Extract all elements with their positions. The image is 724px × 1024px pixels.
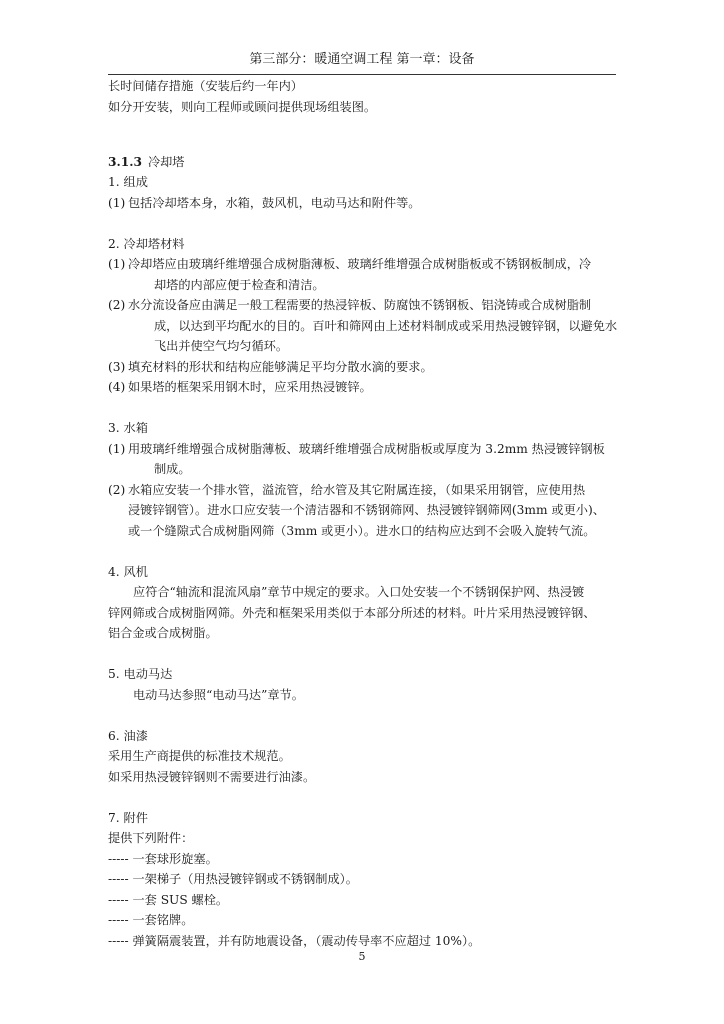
item-text: 填充材料的形状和结构应能够满足平均分散水滴的要求。: [128, 359, 433, 374]
page-number: 5: [358, 950, 366, 963]
item-text: 或一个缝隙式合成树脂网筛（3mm 或更小）。进水口的结构应达到不会吸入旋转气流。: [128, 523, 596, 538]
subsection-heading: 2. 冷却塔材料: [108, 236, 185, 251]
subsection-heading: 5. 电动马达: [108, 667, 173, 681]
list-item: [108, 254, 614, 295]
intro-line: 如分开安装，则向工程师或顾问提供现场组装图。: [108, 99, 377, 114]
paragraph-line: 提供下列附件：: [108, 831, 194, 845]
item-text: 飞出并使空气均匀循环。: [154, 339, 289, 353]
item-text: 制成。: [154, 462, 191, 476]
item-number: (1): [108, 441, 126, 456]
paragraph-line: 铝合金或合成树脂。: [108, 626, 218, 640]
subsection-heading: 3. 水箱: [108, 421, 148, 435]
item-number: (1): [108, 257, 126, 271]
paragraph-line: 采用生产商提供的标准技术规范。: [108, 749, 291, 763]
list-item: [108, 439, 614, 480]
item-number: (4): [108, 380, 126, 394]
header-rule: [108, 74, 616, 75]
item-text: 成，以达到平均配水的目的。百叶和筛网由上述材料制成或采用热浸镀锌钢，以避免水: [154, 318, 618, 333]
paragraph-line: 如采用热浸镀锌钢则不需要进行油漆。: [108, 769, 316, 784]
section-title: [108, 152, 614, 173]
list-item: [108, 480, 614, 542]
paragraph-line: 电动马达参照“电动马达”章节。: [133, 687, 304, 702]
list-item: [108, 193, 614, 214]
intro-line: 长时间储存措施（安装后约一年内）: [108, 79, 303, 93]
section-number: 3.1.3: [108, 154, 142, 169]
subsection-heading: 7. 附件: [108, 810, 148, 825]
subsection-heading: 4. 风机: [108, 564, 148, 579]
paragraph-line: 锌网筛或合成树脂网筛。外壳和框架采用类似于本部分所述的材料。叶片采用热浸镀锌钢、: [108, 605, 596, 620]
item-text: 浸镀锌钢管）。进水口应安装一个清洁器和不锈钢筛网、热浸镀锌钢筛网(3mm 或更小)、: [128, 503, 605, 517]
list-item: [108, 377, 614, 398]
section-name: 冷却塔: [147, 154, 185, 169]
paragraph-line: 应符合“轴流和混流风扇”章节中规定的要求。入口处安装一个不锈钢保护网、热浸镀: [133, 585, 585, 599]
item-text: 冷却塔应由玻璃纤维增强合成树脂薄板、玻璃纤维增强合成树脂板或不锈钢板制成，冷: [128, 257, 592, 271]
list-item: [108, 295, 618, 357]
item-number: (3): [108, 359, 126, 374]
document-body: [108, 76, 618, 951]
item-number: (1): [108, 195, 126, 210]
accessory-item: ----- 一套球形旋塞。: [108, 851, 218, 866]
item-text: 包括冷却塔本身，水箱，鼓风机，电动马达和附件等。: [128, 195, 421, 210]
item-number: (2): [108, 482, 126, 497]
item-text: 水分流设备应由满足一般工程需要的热浸锌板、防腐蚀不锈钢板、铝浇铸或合成树脂制: [128, 298, 592, 312]
item-text: 却塔的内部应便于检查和清洁。: [154, 277, 325, 292]
item-text: 用玻璃纤维增强合成树脂薄板、玻璃纤维增强合成树脂板或厚度为 3.2mm 热浸镀锌钢板: [128, 441, 605, 456]
accessory-item: ----- 一套 SUS 螺栓。: [108, 892, 229, 907]
item-text: 如果塔的框架采用钢木时，应采用热浸镀锌。: [128, 380, 372, 394]
list-item: [108, 357, 614, 378]
accessory-item: ----- 一架梯子（用热浸镀锌钢或不锈钢制成）。: [108, 872, 358, 886]
accessory-item: ----- 弹簧隔震装置，并有防地震设备，（震动传导率不应超过 10%）。: [108, 933, 481, 948]
page-header: 第三部分：暖通空调工程 第一章：设备: [249, 52, 475, 67]
subsection-heading: 6. 油漆: [108, 728, 148, 743]
subsection-heading: 1. 组成: [108, 175, 148, 189]
item-text: 水箱应安装一个排水管，溢流管，给水管及其它附属连接，（如果采用钢管，应使用热: [128, 482, 586, 497]
accessory-item: ----- 一套铭牌。: [108, 913, 194, 927]
item-number: (2): [108, 298, 126, 312]
